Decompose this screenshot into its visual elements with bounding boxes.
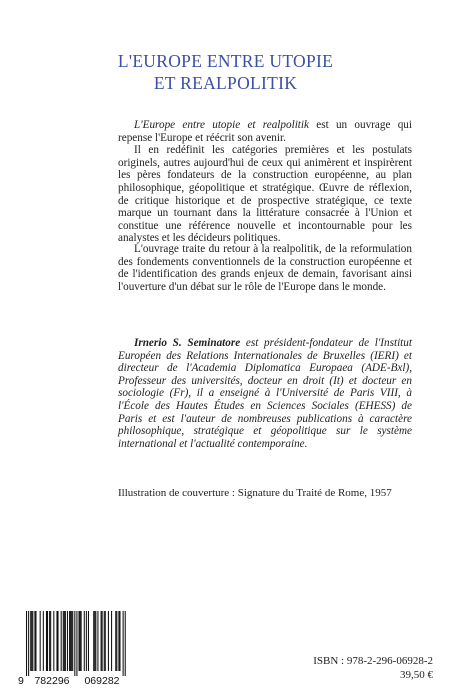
- barcode-bar: [47, 611, 48, 671]
- barcode-bar: [71, 611, 72, 671]
- barcode-bar: [67, 611, 68, 671]
- price: 39,50 €: [400, 669, 433, 681]
- barcode-bar: [30, 611, 31, 671]
- barcode-bar: [116, 611, 117, 671]
- barcode-bar: [74, 611, 75, 676]
- book-title-line-1: L'EUROPE ENTRE UTOPIE: [117, 51, 334, 71]
- barcode-bar: [105, 611, 106, 671]
- isbn-number: ISBN : 978-2-296-06928-2: [313, 655, 433, 667]
- author-bio-paragraph: [118, 337, 412, 450]
- barcode-bar: [43, 611, 44, 671]
- summary-paragraph-3-block: [118, 243, 412, 293]
- barcode-bar: [49, 611, 50, 671]
- barcode-bar: [65, 611, 66, 671]
- barcode-bar: [56, 611, 57, 671]
- summary-paragraph-1: [118, 119, 412, 144]
- barcode-bar: [95, 611, 96, 671]
- barcode-bar: [46, 611, 47, 671]
- author-bio: [118, 337, 412, 450]
- barcode-bar: [72, 611, 73, 671]
- summary-paragraph-2: Il en redéfinit les catégories premières et les postulats originels, autres aujourd'hui de ceux qui animèrent et inspirèrent les pères fondateurs de la construction européenne, au plan philosophique, géopolitique et stratégique. Œuvre de réflexion, de critique historique et de prospective stratégique, ce texte marque un tournant dans la littérature consacrée à l'Union et constitue une référence nouvelle et incontournable pour les analystes et les décideurs politiques.: [118, 144, 412, 245]
- barcode-bar: [86, 611, 87, 671]
- barcode-bar: [93, 611, 94, 671]
- barcode-bar: [97, 611, 98, 671]
- book-title-italic: L'Europe entre utopie et realpolitik: [134, 119, 309, 131]
- cover-illustration-credit: Illustration de couverture : Signature du Traité de Rome, 1957: [118, 487, 392, 499]
- barcode-bar: [115, 611, 116, 671]
- barcode-bar: [81, 611, 82, 671]
- author-name: Irnerio S. Seminatore: [134, 337, 241, 349]
- summary-paragraph-1-text: est un ouvrage qui repense l'Europe et réécrit son avenir.: [118, 119, 412, 144]
- book-title-line-2: ET REALPOLITIK: [153, 73, 298, 93]
- barcode-bar: [35, 611, 36, 671]
- barcode-bar: [94, 611, 95, 671]
- barcode-graphic: [14, 609, 136, 686]
- summary-paragraph-3: L'ouvrage traite du retour à la realpolitik, de la reformulation des fondements conventionnels de la construction européenne et de l'identification des grands enjeux de demain, favorisant ainsi l'ouverture d'un débat sur le rôle de l'Europe dans le monde.: [118, 243, 412, 293]
- book-title: [0, 50, 451, 94]
- barcode-bar: [79, 611, 80, 671]
- barcode-bar: [118, 611, 119, 671]
- barcode-bar: [101, 611, 102, 671]
- barcode-bar: [80, 611, 81, 671]
- barcode-bar: [63, 611, 64, 671]
- barcode-bar: [111, 611, 112, 671]
- barcode-bar: [32, 611, 33, 671]
- barcode-bar: [88, 611, 89, 671]
- barcode-digits-3: 069282: [84, 675, 120, 686]
- barcode-bar: [34, 611, 35, 671]
- barcode-bar: [53, 611, 54, 671]
- barcode-bar: [84, 611, 85, 671]
- barcode-bar: [26, 611, 27, 676]
- barcode-bar: [125, 611, 126, 676]
- barcode-bar: [102, 611, 103, 671]
- barcode-bar: [70, 611, 71, 671]
- barcode-digits-1: 9: [18, 675, 24, 686]
- barcode-bar: [119, 611, 120, 671]
- barcode-bar: [31, 611, 32, 671]
- barcode-bar: [64, 611, 65, 671]
- barcode: [14, 609, 136, 686]
- barcode-bar: [123, 611, 124, 676]
- barcode-bar: [40, 611, 41, 671]
- barcode-bar: [61, 611, 62, 671]
- barcode-bar: [104, 611, 105, 671]
- barcode-bar: [50, 611, 51, 671]
- barcode-bar: [28, 611, 29, 676]
- barcode-bar: [69, 611, 70, 671]
- barcode-bar: [76, 611, 77, 676]
- author-bio-text: est président-fondateur de l'Institut Européen des Relations Internationales de Bruxelles (IERI) et directeur de l'Academia Diplomatica Europaea (ADE-Bxl), Professeur des universités, docteur en droit (It) et docteur en sociologie (Fr), il a enseigné à l'Université de Paris VIII, à l'École des Hautes Études en Sciences Sociales (EHESS) de Paris et est l'auteur de nombreuses publications à caractère philosophique, stratégique et géopolitique sur le système international et l'actualité contemporaine.: [118, 337, 412, 450]
- isbn-price-block: [285, 654, 433, 682]
- barcode-bar: [108, 611, 109, 671]
- summary-block: [118, 119, 412, 245]
- barcode-digits-2: 782296: [34, 675, 70, 686]
- barcode-bar: [58, 611, 59, 671]
